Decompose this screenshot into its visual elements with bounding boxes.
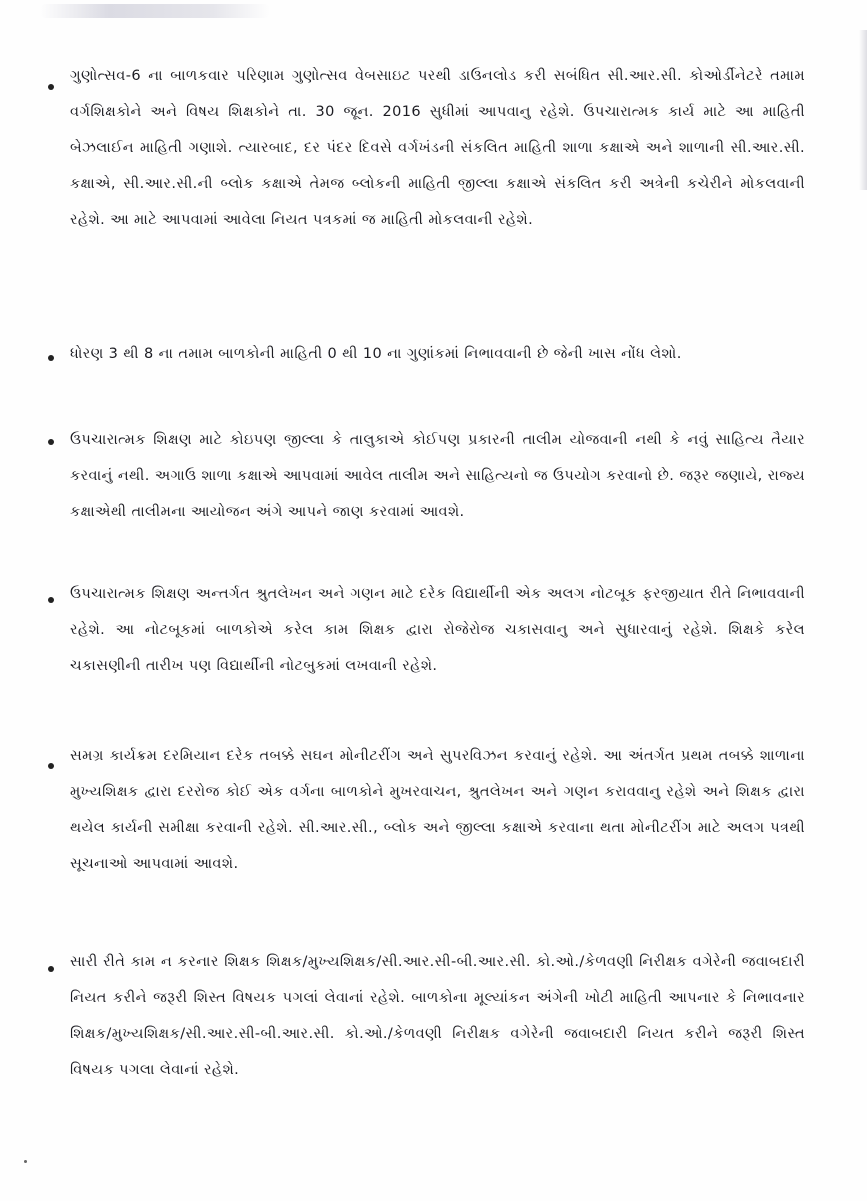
bullet-icon xyxy=(48,355,54,361)
list-item xyxy=(70,336,805,372)
paragraph-text: ઉપચારાત્મક શિક્ષણ અન્તર્ગત શ્રુતલેખન અને ગણન માટે દરેક વિદ્યાર્થીની એક અલગ નોટબૂક ફરજીયાત રીતે નિભાવવાની રહેશે. આ નોટબૂકમાં બાળકોએ કરેલ કામ શિક્ષક દ્વારા રોજેરોજ ચકાસવાનુ અને સુધારવાનું રહેશે. શિક્ષકે કરેલ ચકાસણીની તારીખ પણ વિદ્યાર્થીની નોટબુકમાં લખવાની રહેશે. xyxy=(70,586,805,674)
list-item xyxy=(70,944,805,1088)
scan-speck xyxy=(24,1160,27,1163)
paragraph-text: સારી રીતે કામ ન કરનાર શિક્ષક શિક્ષક/મુખ્યશિક્ષક/સી.આર.સી-બી.આર.સી. કો.ઓ./કેળવણી નિરીક્ષક વગેરેની જવાબદારી નિયત કરીને જરૂરી શિસ્ત વિષયક પગલાં લેવાનાં રહેશે. બાળકોના મૂલ્યાંકન અંગેની ખોટી માહિતી આપનાર કે નિભાવનાર શિક્ષક/મુખ્યશિક્ષક/સી.આર.સી-બી.આર.સી. કો.ઓ./કેળવણી નિરીક્ષક વગેરેની જવાબદારી નિયત કરીને જરૂરી શિસ્ત વિષયક પગલા લેવાનાં રહેશે. xyxy=(70,954,805,1078)
list-item xyxy=(70,576,805,684)
list-item xyxy=(70,58,805,238)
bullet-icon xyxy=(48,966,54,972)
bullet-icon xyxy=(48,597,54,603)
bullet-icon xyxy=(48,763,54,769)
bullet-icon xyxy=(48,439,54,445)
list-item xyxy=(70,422,805,530)
scan-edge-shadow xyxy=(859,30,867,190)
scan-smudge xyxy=(40,4,270,18)
paragraph-text: સમગ્ર કાર્યક્રમ દરમિયાન દરેક તબક્કે સઘન મોનીટરીંગ અને સુપરવિઝન કરવાનું રહેશે. આ અંતર્ગત પ્રથમ તબક્કે શાળાના મુખ્યશિક્ષક દ્વારા દરરોજ કોઈ એક વર્ગના બાળકોને મુખરવાચન, શ્રુતલેખન અને ગણન કરાવવાનુ રહેશે અને શિક્ષક દ્વારા થયેલ કાર્યની સમીક્ષા કરવાની રહેશે. સી.આર.સી., બ્લોક અને જીલ્લા કક્ષાએ કરવાના થતા મોનીટરીંગ માટે અલગ પત્રથી સૂચનાઓ આપવામાં આવશે. xyxy=(70,748,805,872)
paragraph-text: ધોરણ 3 થી 8 ના તમામ બાળકોની માહિતી 0 થી 10 ના ગુણાંકમાં નિભાવવાની છે જેની ખાસ નોંધ લેશો. xyxy=(70,346,682,362)
paragraph-text: ગુણોત્સવ-6 ના બાળકવાર પરિણામ ગુણોત્સવ વેબસાઇટ પરથી ડાઉનલોડ કરી સબંધિત સી.આર.સી. કોઓર્ડીનેટરે તમામ વર્ગશિક્ષકોને અને વિષય શિક્ષકોને તા. 30 જૂન. 2016 સુધીમાં આપવાનુ રહેશે. ઉપચારાત્મક કાર્ય માટે આ માહિતી બેઝલાઈન માહિતી ગણાશે. ત્યારબાદ, દર પંદર દિવસે વર્ગખંડની સંકલિત માહિતી શાળા કક્ષાએ અને શાળાની સી.આર.સી. કક્ષાએ, સી.આર.સી.ની બ્લોક કક્ષાએ તેમજ બ્લોકની માહિતી જીલ્લા કક્ષાએ સંકલિત કરી અત્રેની કચેરીને મોકલવાની રહેશે. આ માટે આપવામાં આવેલા નિયત પત્રકમાં જ માહિતી મોકલવાની રહેશે. xyxy=(70,68,805,228)
bullet-icon xyxy=(48,84,54,90)
paragraph-text: ઉપચારાત્મક શિક્ષણ માટે કોઇપણ જીલ્લા કે તાલુકાએ કોઈપણ પ્રકારની તાલીમ યોજવાની નથી કે નવું સાહિત્ય તૈયાર કરવાનું નથી. અગાઉ શાળા કક્ષાએ આપવામાં આવેલ તાલીમ અને સાહિત્યનો જ ઉપયોગ કરવાનો છે. જરૂર જણાયે, રાજ્ય કક્ષાએથી તાલીમના આયોજન અંગે આપને જાણ કરવામાં આવશે. xyxy=(70,432,805,520)
list-item xyxy=(70,738,805,882)
